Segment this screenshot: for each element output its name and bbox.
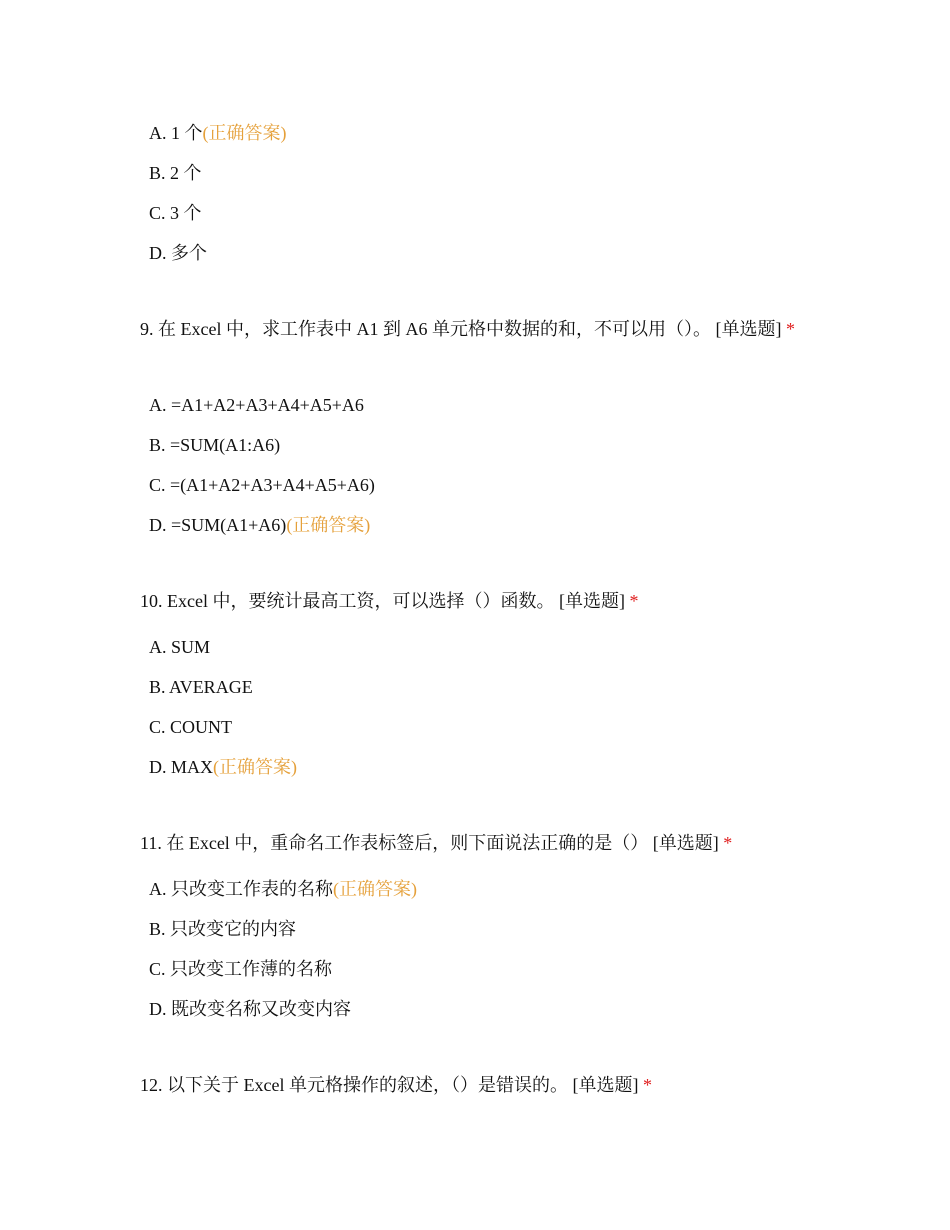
option-label: A. 只改变工作表的名称: [149, 879, 333, 899]
q11-option-c: [149, 957, 332, 981]
option-label: C. 只改变工作薄的名称: [149, 959, 333, 979]
correct-answer-tag: (正确答案): [333, 879, 417, 899]
q12-title: [140, 1069, 820, 1101]
q10-option-b: [149, 675, 253, 699]
option-label: C. 3 个: [149, 203, 202, 223]
question-text: 10. Excel 中，要统计最高工资，可以选择（）函数。 [单选题]: [140, 591, 625, 611]
q8-option-c: [149, 201, 202, 225]
option-label: B. AVERAGE: [149, 677, 253, 697]
required-mark: *: [723, 833, 733, 853]
required-mark: *: [629, 591, 639, 611]
option-label: A. =A1+A2+A3+A4+A5+A6: [149, 395, 364, 415]
required-mark: *: [642, 1075, 652, 1095]
question-text: 9. 在 Excel 中，求工作表中 A1 到 A6 单元格中数据的和，不可以用（）。 [单选题]: [140, 319, 782, 339]
option-label: C. COUNT: [149, 717, 233, 737]
option-label: D. 既改变名称又改变内容: [149, 999, 351, 1019]
option-label: D. =SUM(A1+A6): [149, 515, 287, 535]
question-text: 12. 以下关于 Excel 单元格操作的叙述，（）是错误的。 [单选题]: [140, 1075, 639, 1095]
correct-answer-tag: (正确答案): [286, 515, 371, 535]
q9-option-d: [149, 513, 370, 537]
q11-option-d: [149, 997, 351, 1021]
q9-option-a: [149, 393, 364, 417]
required-mark: *: [785, 319, 795, 339]
option-label: D. 多个: [149, 243, 207, 263]
q10-option-a: [149, 635, 210, 659]
q8-option-a: [149, 121, 287, 145]
q10-option-c: [149, 715, 232, 739]
q9-option-c: [149, 473, 375, 497]
q9-option-b: [149, 433, 280, 457]
q8-option-d: [149, 241, 207, 265]
q10-option-d: [149, 755, 297, 779]
q11-option-a: [149, 877, 417, 901]
option-label: D. MAX: [149, 757, 214, 777]
correct-answer-tag: (正确答案): [213, 757, 298, 777]
question-text: 11. 在 Excel 中，重命名工作表标签后，则下面说法正确的是（） [单选题]: [140, 833, 719, 853]
q11-option-b: [149, 917, 296, 941]
option-label: A. 1 个: [149, 123, 203, 143]
q10-title: [140, 585, 820, 617]
option-label: A. SUM: [149, 637, 211, 657]
correct-answer-tag: (正确答案): [202, 123, 287, 143]
q9-title: [140, 313, 820, 345]
option-label: B. =SUM(A1:A6): [149, 435, 281, 455]
option-label: B. 2 个: [149, 163, 202, 183]
q11-title: [140, 827, 820, 859]
q8-option-b: [149, 161, 202, 185]
option-label: B. 只改变它的内容: [149, 919, 297, 939]
option-label: C. =(A1+A2+A3+A4+A5+A6): [149, 475, 375, 495]
